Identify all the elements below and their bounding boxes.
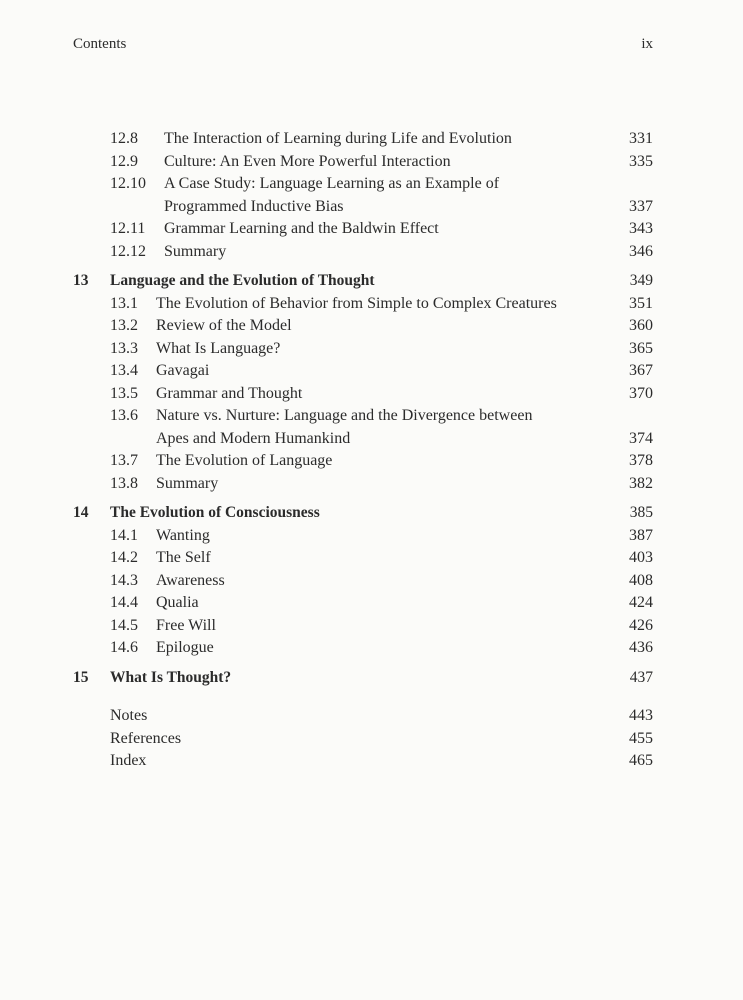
toc-entry-14-4[interactable] [0, 592, 743, 615]
toc-entry-references[interactable] [0, 728, 743, 751]
section-number: 12.11 [110, 220, 146, 237]
page-number: 455 [629, 729, 653, 747]
section-title-continued: Programmed Inductive Bias [164, 197, 344, 215]
toc-entry-notes[interactable] [0, 705, 743, 728]
section-number: 13.3 [110, 339, 138, 357]
section-number: 12.10 [110, 175, 146, 192]
section-number: 14.2 [110, 549, 138, 566]
section-number: 13.6 [110, 407, 138, 424]
page-number: 374 [629, 429, 653, 447]
section-number: 14.4 [110, 594, 138, 611]
section-title: Summary [156, 474, 219, 492]
toc-entry-13-7[interactable] [0, 450, 743, 473]
section-title: What Is Language? [156, 339, 281, 357]
section-number: 13.7 [110, 452, 138, 469]
section-title: The Interaction of Learning during Life and Evolution [164, 130, 512, 147]
chapter-number: 13 [73, 272, 89, 289]
section-title: The Evolution of Language [156, 452, 333, 469]
page-number: 436 [629, 639, 653, 656]
back-matter-title: References [110, 729, 182, 747]
chapter-title: Language and the Evolution of Thought [110, 272, 375, 289]
toc-entry-14-5[interactable] [0, 615, 743, 638]
section-title: Grammar Learning and the Baldwin Effect [164, 220, 439, 237]
page-number: 424 [629, 594, 653, 611]
page-number: 387 [629, 526, 653, 544]
section-title-continued: Apes and Modern Humankind [156, 429, 351, 447]
header-page-number: ix [641, 36, 653, 52]
section-title: Gavagai [156, 362, 210, 379]
section-title: A Case Study: Language Learning as an Example of [164, 175, 500, 192]
page-number: 337 [629, 197, 653, 215]
chapter-number: 15 [73, 668, 89, 686]
page-number: 360 [629, 317, 653, 334]
toc-entry-13-5[interactable] [0, 383, 743, 406]
section-number: 12.8 [110, 130, 138, 147]
chapter-number: 14 [73, 504, 89, 521]
section-number: 13.1 [110, 294, 138, 312]
section-title: Summary [164, 242, 227, 260]
section-title: The Self [156, 549, 211, 566]
section-number: 14.1 [110, 526, 138, 544]
section-title: Free Will [156, 616, 216, 634]
page-number: 335 [629, 152, 653, 170]
toc-entry-14-2[interactable] [0, 547, 743, 570]
page-number: 349 [629, 272, 653, 289]
toc-entry-14-6[interactable] [0, 637, 743, 660]
toc-entry-13-6[interactable] [0, 405, 743, 428]
page-number: 465 [629, 752, 653, 769]
page-number: 370 [629, 384, 653, 402]
section-title: Culture: An Even More Powerful Interaction [164, 152, 451, 170]
page-number: 385 [629, 504, 653, 521]
toc-entry-12-8[interactable] [0, 128, 743, 151]
page-number: 382 [629, 474, 653, 492]
toc-entry-13-4[interactable] [0, 360, 743, 383]
back-matter-title: Index [110, 752, 147, 769]
toc-entry-14-3[interactable] [0, 570, 743, 593]
toc-chapter-13[interactable] [0, 270, 743, 293]
section-number: 13.8 [110, 474, 138, 492]
toc-entry-14-1[interactable] [0, 525, 743, 548]
chapter-title: What Is Thought? [110, 668, 232, 686]
page-number: 351 [629, 294, 653, 312]
back-matter-title: Notes [110, 707, 148, 724]
page-number: 408 [629, 571, 653, 589]
toc-entry-12-10[interactable] [0, 173, 743, 196]
section-number: 13.5 [110, 384, 138, 402]
section-number: 13.4 [110, 362, 138, 379]
chapter-title: The Evolution of Consciousness [110, 504, 320, 521]
section-number: 14.5 [110, 616, 138, 634]
page-number: 426 [629, 616, 653, 634]
section-title: Grammar and Thought [156, 384, 303, 402]
toc-entry-12-9[interactable] [0, 151, 743, 174]
section-number: 14.3 [110, 571, 138, 589]
toc-entry-12-10-cont[interactable] [0, 196, 743, 219]
page-number: 331 [629, 130, 653, 147]
page-number: 443 [629, 707, 653, 724]
section-number: 14.6 [110, 639, 138, 656]
section-title: Qualia [156, 594, 199, 611]
toc-entry-index[interactable] [0, 750, 743, 773]
toc-entry-12-12[interactable] [0, 241, 743, 264]
toc-entry-13-8[interactable] [0, 473, 743, 496]
page-number: 367 [629, 362, 653, 379]
page-number: 346 [629, 242, 653, 260]
section-number: 12.9 [110, 152, 138, 170]
header-section-title: Contents [73, 36, 127, 52]
toc-entry-13-6-cont[interactable] [0, 428, 743, 451]
section-title: Nature vs. Nurture: Language and the Divergence between [156, 407, 533, 424]
spacer [0, 689, 743, 705]
toc-chapter-15[interactable] [0, 667, 743, 690]
toc-entry-13-1[interactable] [0, 293, 743, 316]
section-number: 13.2 [110, 317, 138, 334]
toc-entry-12-11[interactable] [0, 218, 743, 241]
section-title: Review of the Model [156, 317, 292, 334]
toc-entry-13-2[interactable] [0, 315, 743, 338]
table-of-contents [0, 128, 743, 773]
toc-chapter-14[interactable] [0, 502, 743, 525]
running-header [73, 34, 653, 54]
section-title: Epilogue [156, 639, 214, 656]
page-number: 378 [629, 452, 653, 469]
section-title: Wanting [156, 526, 210, 544]
page-number: 365 [629, 339, 653, 357]
section-title: Awareness [156, 571, 225, 589]
page-number: 343 [629, 220, 653, 237]
section-number: 12.12 [110, 242, 146, 260]
page-number: 403 [629, 549, 653, 566]
page-number: 437 [629, 668, 653, 686]
section-title: The Evolution of Behavior from Simple to Complex Creatures [156, 294, 557, 312]
toc-entry-13-3[interactable] [0, 338, 743, 361]
